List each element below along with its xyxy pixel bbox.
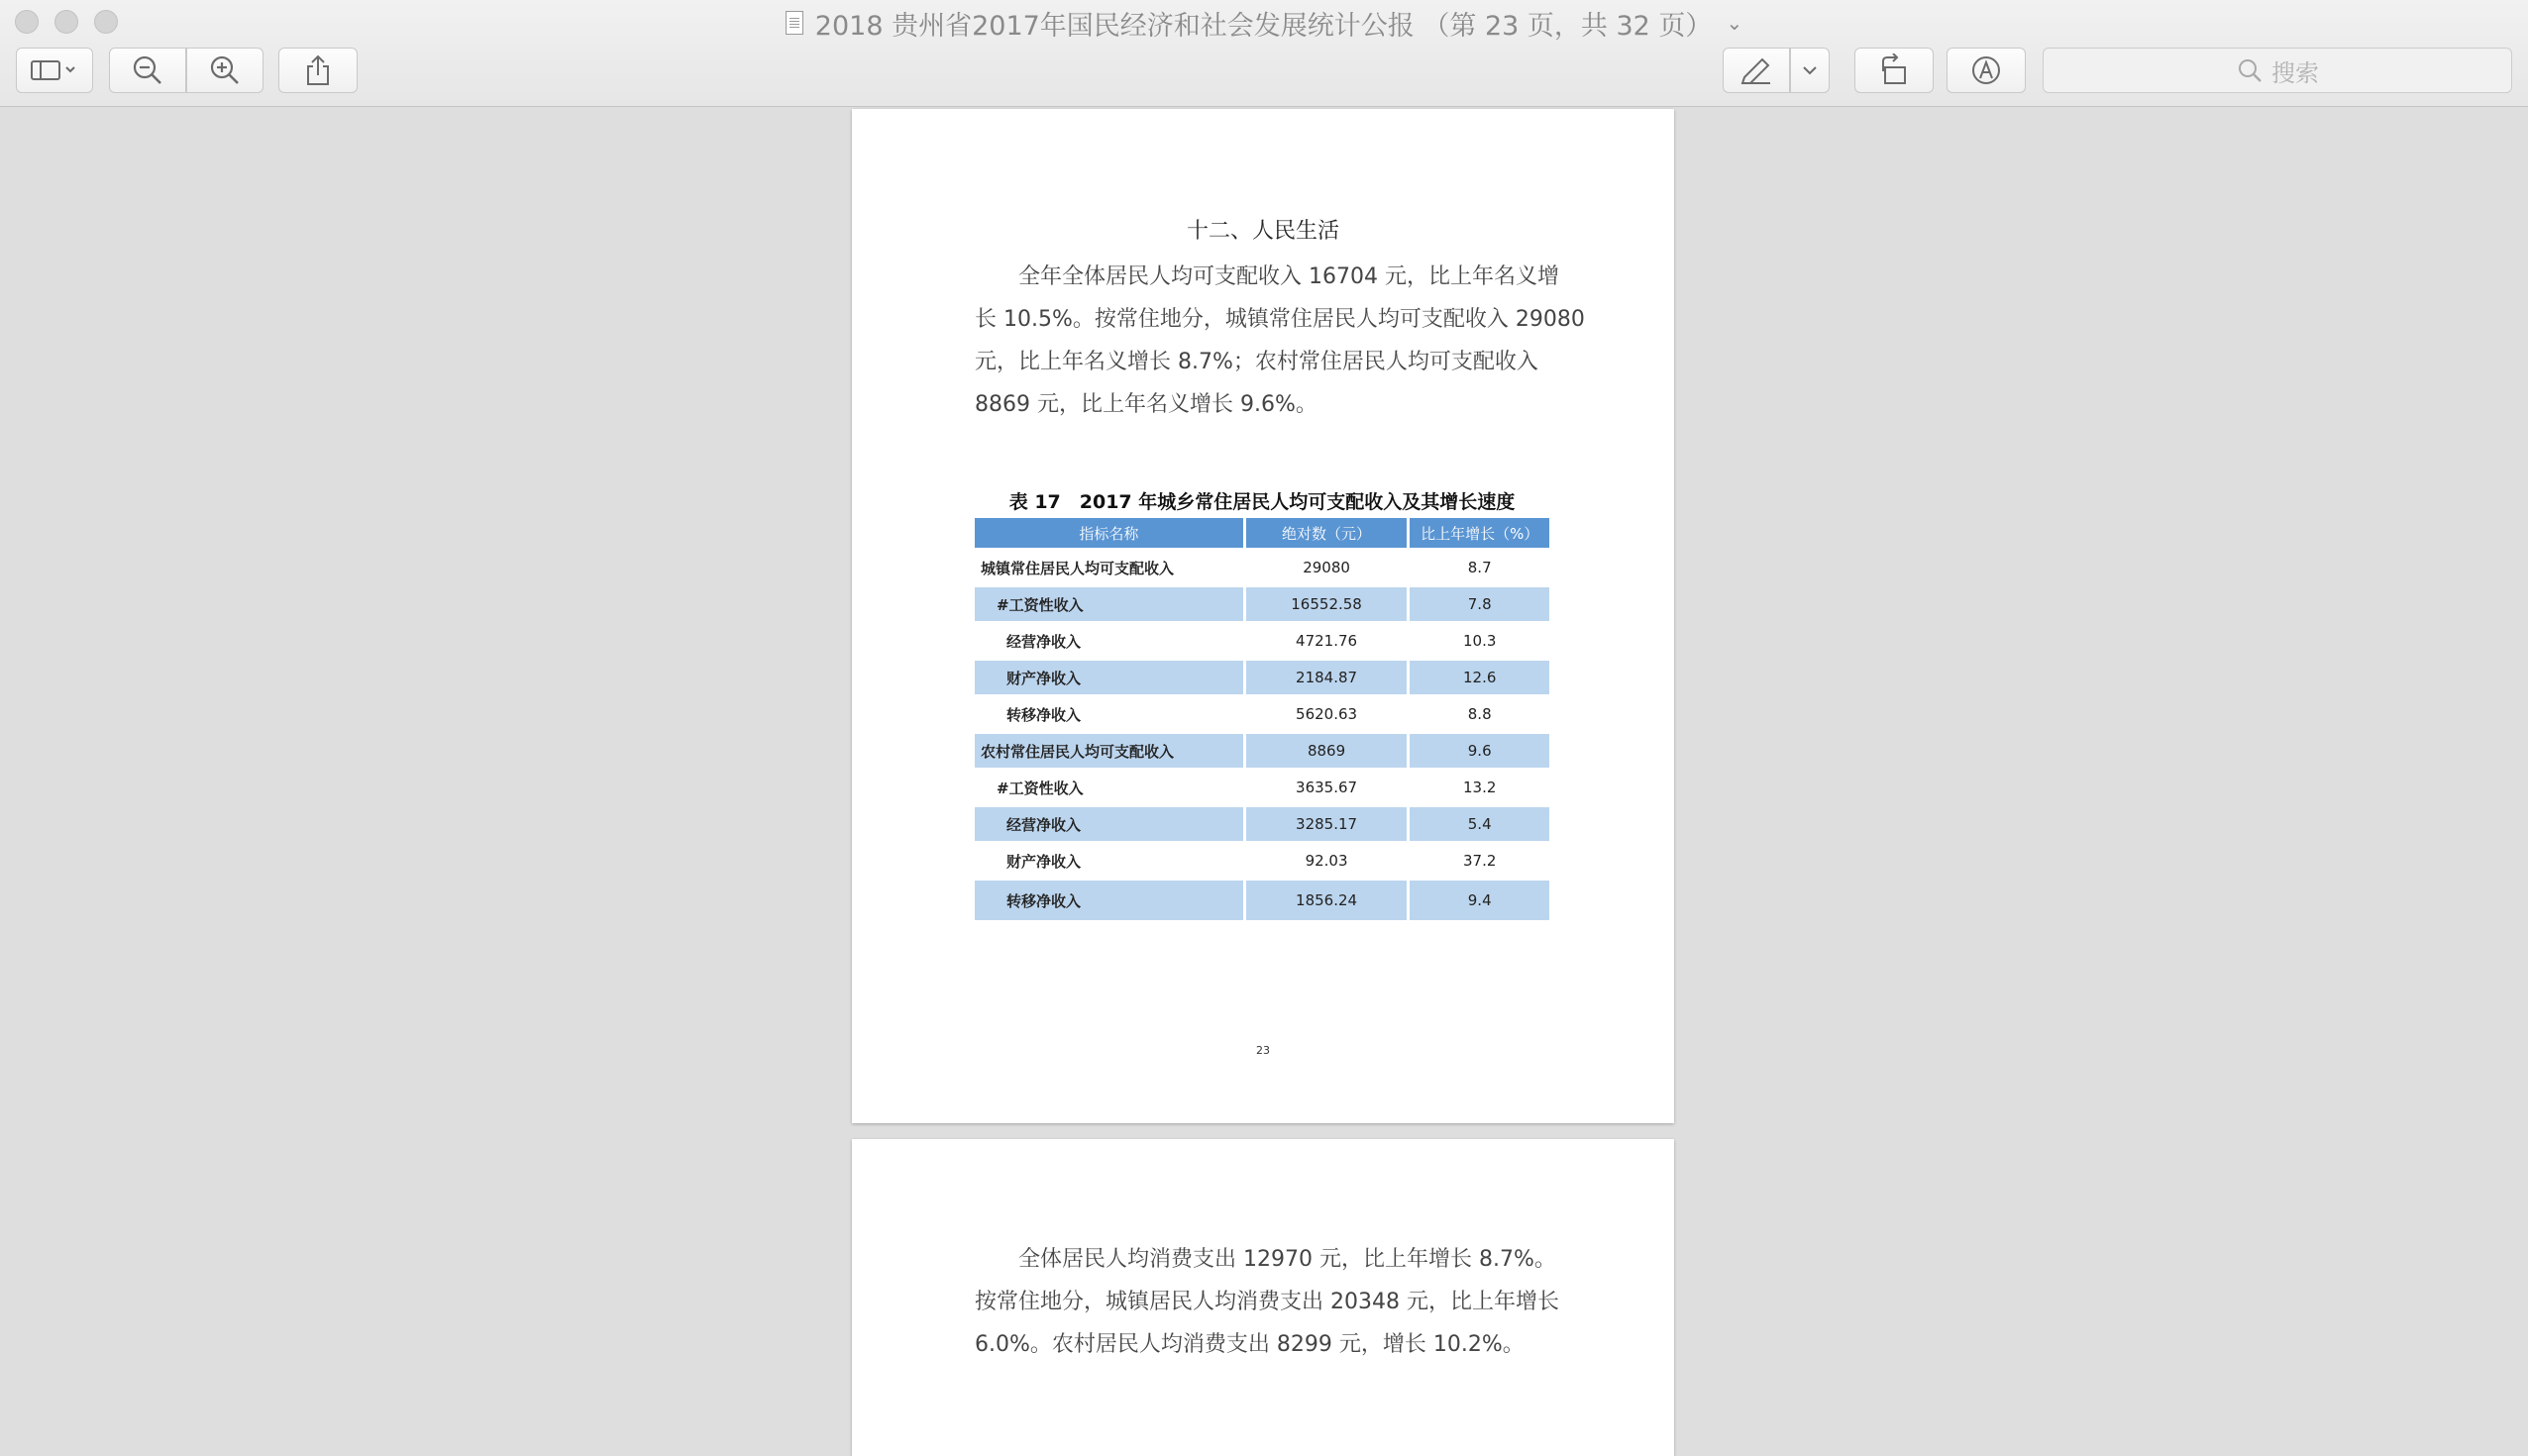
row-growth: 37.2: [1410, 841, 1549, 878]
row-growth: 9.6: [1410, 731, 1549, 768]
row-value: 5620.63: [1246, 694, 1411, 731]
row-growth: 5.4: [1410, 804, 1549, 841]
table-row: [975, 768, 1549, 804]
search-icon: [2236, 56, 2264, 84]
window-titlebar: [0, 0, 2528, 107]
row-label: 经营净收入: [975, 804, 1246, 841]
window-title-area[interactable]: [0, 4, 2528, 42]
rotate-icon: [1877, 53, 1911, 87]
document-icon: [786, 11, 803, 35]
row-growth: 9.4: [1410, 878, 1549, 920]
paragraph-line: 长 10.5%。按常住地分，城镇常住居民人均可支配收入 29080: [975, 307, 1585, 332]
share-icon: [303, 53, 333, 87]
column-header: 比上年增长（%）: [1410, 518, 1549, 548]
row-growth: 10.3: [1410, 621, 1549, 658]
table-row: [975, 804, 1549, 841]
table-row: [975, 584, 1549, 621]
paragraph-line: 6.0%。农村居民人均消费支出 8299 元，增长 10.2%。: [975, 1332, 1525, 1357]
column-header: 绝对数（元）: [1246, 518, 1411, 548]
row-label: 经营净收入: [975, 621, 1246, 658]
row-label: #工资性收入: [975, 584, 1246, 621]
table-row: [975, 841, 1549, 878]
annotate-pen-icon: [1969, 53, 2003, 87]
row-value: 92.03: [1246, 841, 1411, 878]
document-page[interactable]: [852, 109, 1674, 1123]
sidebar-toggle-button[interactable]: [16, 48, 93, 93]
annotate-button[interactable]: [1947, 48, 2026, 93]
zoom-in-icon: [208, 53, 242, 87]
row-value: 3635.67: [1246, 768, 1411, 804]
consumption-paragraph: [975, 1238, 1559, 1366]
page-number: 23: [1256, 1044, 1270, 1057]
chevron-down-icon: [1801, 63, 1819, 77]
row-value: 2184.87: [1246, 658, 1411, 694]
search-input[interactable]: [2043, 48, 2512, 93]
table-header-row: [975, 518, 1549, 548]
markup-options-button[interactable]: [1790, 48, 1830, 93]
table-row: [975, 694, 1549, 731]
table-row: [975, 878, 1549, 920]
zoom-in-button[interactable]: [186, 48, 263, 93]
row-growth: 13.2: [1410, 768, 1549, 804]
paragraph-line: 按常住地分，城镇居民人均消费支出 20348 元，比上年增长: [975, 1290, 1559, 1314]
row-label: 农村常住居民人均可支配收入: [975, 731, 1246, 768]
row-value: 4721.76: [1246, 621, 1411, 658]
paragraph-line: 全体居民人均消费支出 12970 元，比上年增长 8.7%。: [975, 1247, 1556, 1272]
zoom-out-button[interactable]: [109, 48, 186, 93]
markup-button[interactable]: [1723, 48, 1790, 93]
table-row: [975, 658, 1549, 694]
row-value: 3285.17: [1246, 804, 1411, 841]
search-placeholder: 搜索: [2271, 58, 2319, 87]
row-value: 29080: [1246, 548, 1411, 584]
window-title: 2018 贵州省2017年国民经济和社会发展统计公报 （第 23 页，共 32 页）: [814, 10, 1713, 42]
row-label: 转移净收入: [975, 694, 1246, 731]
row-growth: 8.8: [1410, 694, 1549, 731]
document-page[interactable]: [852, 1139, 1674, 1456]
paragraph-line: 8869 元，比上年名义增长 9.6%。: [975, 392, 1317, 417]
income-table: [975, 518, 1549, 920]
section-heading: 十二、人民生活: [1186, 219, 1339, 244]
pen-icon: [1738, 55, 1774, 85]
row-label: #工资性收入: [975, 768, 1246, 804]
row-label: 财产净收入: [975, 841, 1246, 878]
share-button[interactable]: [278, 48, 358, 93]
row-growth: 8.7: [1410, 548, 1549, 584]
income-paragraph: [975, 256, 1585, 426]
rotate-button[interactable]: [1854, 48, 1934, 93]
column-header: 指标名称: [975, 518, 1246, 548]
zoom-out-icon: [131, 53, 164, 87]
table-row: [975, 621, 1549, 658]
paragraph-line: 元，比上年名义增长 8.7%；农村常住居民人均可支配收入: [975, 350, 1538, 374]
row-label: 财产净收入: [975, 658, 1246, 694]
chevron-down-icon[interactable]: ⌄: [1726, 11, 1743, 35]
paragraph-line: 全年全体居民人均可支配收入 16704 元，比上年名义增: [975, 264, 1559, 289]
row-value: 16552.58: [1246, 584, 1411, 621]
row-label: 转移净收入: [975, 878, 1246, 920]
sidebar-icon: [29, 57, 80, 83]
table-title: 表 17 2017 年城乡常住居民人均可支配收入及其增长速度: [1008, 491, 1516, 513]
row-value: 1856.24: [1246, 878, 1411, 920]
row-value: 8869: [1246, 731, 1411, 768]
row-growth: 12.6: [1410, 658, 1549, 694]
table-row: [975, 731, 1549, 768]
row-growth: 7.8: [1410, 584, 1549, 621]
row-label: 城镇常住居民人均可支配收入: [975, 548, 1246, 584]
table-row: [975, 548, 1549, 584]
